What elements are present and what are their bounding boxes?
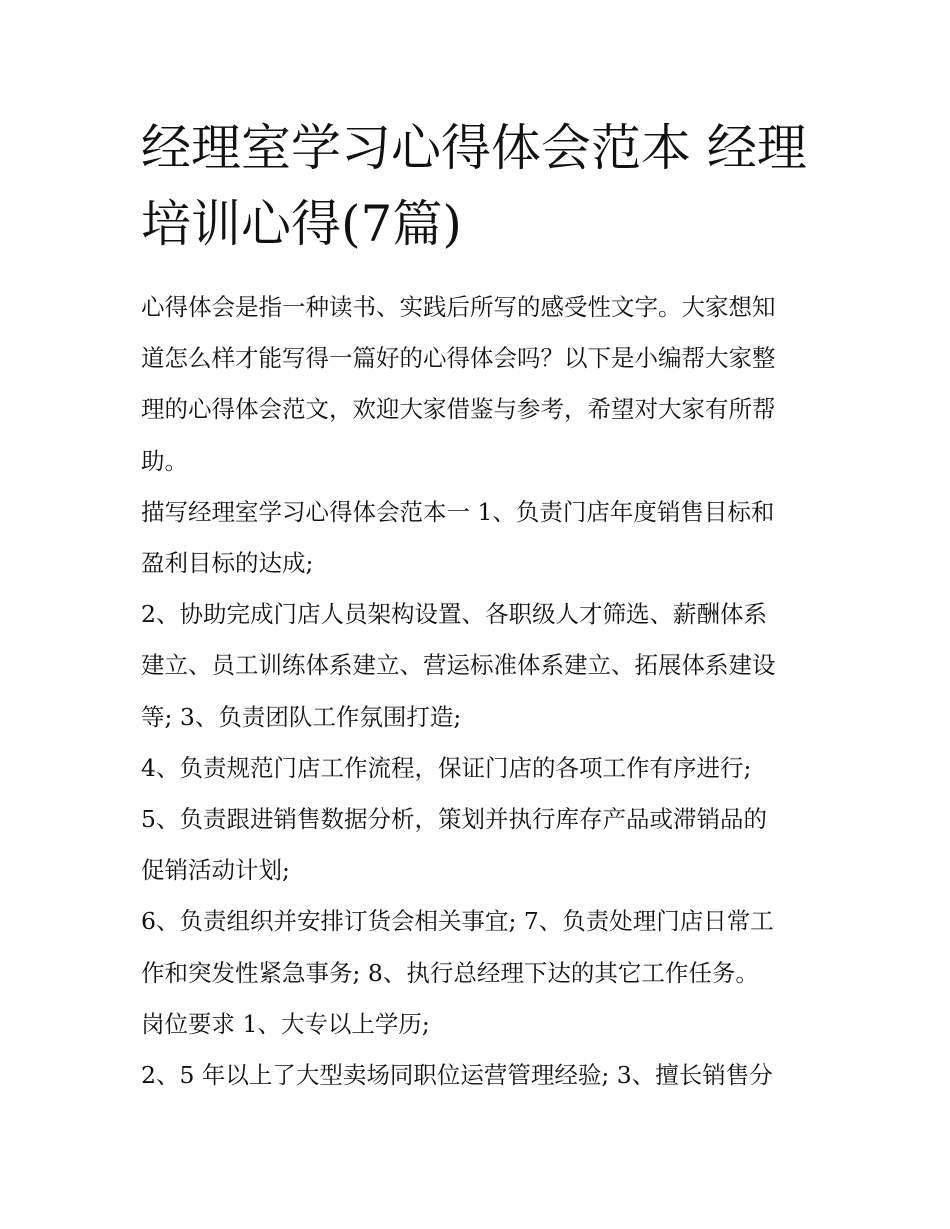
body-line: 5、负责跟进销售数据分析，策划并执行库存产品或滞销品的	[141, 805, 767, 834]
body-line: 盈利目标的达成;	[141, 549, 314, 578]
title-line: 培训心得(7篇)	[141, 195, 462, 253]
body-line: 6、负责组织并安排订货会相关事宜; 7、负责处理门店日常工	[141, 907, 774, 936]
body-line: 促销活动计划;	[141, 856, 290, 885]
body-line: 作和突发性紧急事务; 8、执行总经理下达的其它工作任务。	[141, 958, 759, 987]
document-page	[141, 110, 811, 1101]
body-line: 4、负责规范门店工作流程，保证门店的各项工作有序进行;	[141, 753, 752, 782]
body-line: 2、5 年以上了大型卖场同职位运营管理经验; 3、擅长销售分	[141, 1061, 773, 1090]
body-line: 心得体会是指一种读书、实践后所写的感受性文字。大家想知	[141, 293, 776, 321]
body-line: 道怎么样才能写得一篇好的心得体会吗？以下是小编帮大家整	[141, 344, 776, 373]
body-line: 2、协助完成门店人员架构设置、各职级人才筛选、薪酬体系	[141, 600, 767, 629]
document-body	[141, 282, 811, 1101]
document-title	[141, 110, 811, 262]
body-line: 理的心得体会范文，欢迎大家借鉴与参考，希望对大家有所帮	[141, 395, 776, 424]
title-line: 经理室学习心得体会范本 经理	[141, 119, 807, 177]
body-line: 等; 3、负责团队工作氛围打造;	[141, 702, 462, 731]
body-line: 建立、员工训练体系建立、营运标准体系建立、拓展体系建设	[141, 651, 776, 680]
body-line: 岗位要求 1、大专以上学历;	[141, 1009, 430, 1038]
body-line: 助。	[141, 446, 188, 475]
body-line: 描写经理室学习心得体会范本一 1、负责门店年度销售目标和	[141, 497, 775, 526]
